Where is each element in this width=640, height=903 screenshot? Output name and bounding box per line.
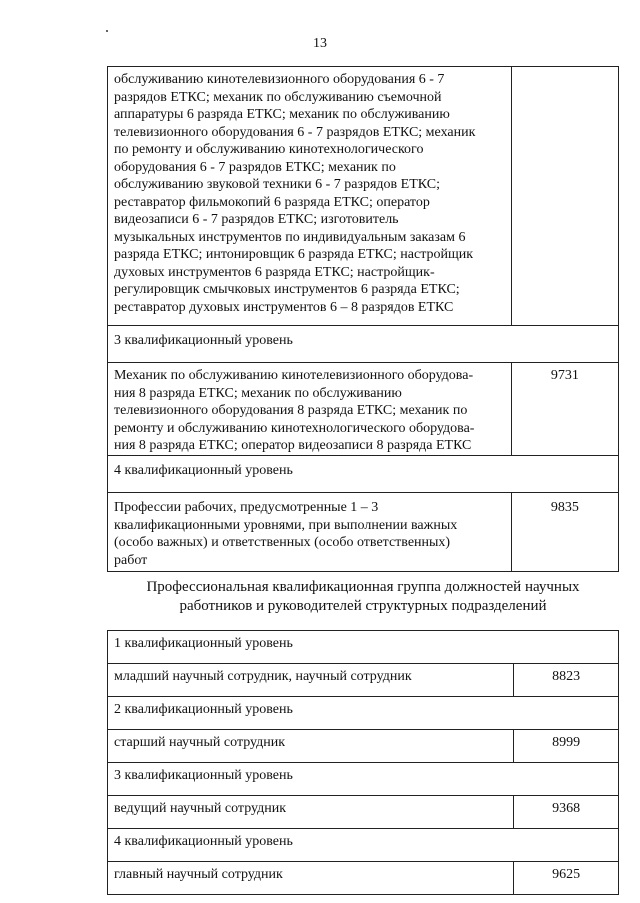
salary-value: 9835 <box>511 493 618 572</box>
positions-cell <box>108 493 512 572</box>
salary-value: 9625 <box>514 862 619 895</box>
text-line: ния 8 разряда ЕТКС; оператор видеозаписи 8 разряда ЕТКС <box>114 438 472 453</box>
text-line: (особо важных) и ответственных (особо ответственных) <box>114 535 451 550</box>
level-label: 2 квалификационный уровень <box>108 697 619 730</box>
text-line: ремонту и обслуживанию кинотехнологического оборудова- <box>114 420 475 436</box>
level-row <box>108 763 619 796</box>
text-line: работ <box>114 552 148 568</box>
position-cell: младший научный сотрудник, научный сотрудник <box>108 664 514 697</box>
text-line: духовых инструментов 6 разряда ЕТКС; настройщик- <box>114 264 435 280</box>
text-line: аппаратуры 6 разряда ЕТКС; механик по обслуживанию <box>114 107 450 122</box>
text-line: разрядов ЕТКС; механик по обслуживанию съемочной <box>114 89 442 105</box>
table-row <box>108 493 619 572</box>
text-line: телевизионного оборудования 6 - 7 разрядов ЕТКС; механик <box>114 124 476 140</box>
level-label: 4 квалификационный уровень <box>108 829 619 862</box>
text-line: реставратор фильмокопий 6 разряда ЕТКС; оператор <box>114 194 430 210</box>
level-row <box>108 697 619 730</box>
section-heading <box>107 578 619 616</box>
level-label: 3 квалификационный уровень <box>108 763 619 796</box>
position-cell: ведущий научный сотрудник <box>108 796 514 829</box>
position-cell: старший научный сотрудник <box>108 730 514 763</box>
level-row <box>108 829 619 862</box>
text-line: реставратор духовых инструментов 6 – 8 разрядов ЕТКС <box>114 299 454 315</box>
text-line: по ремонту и обслуживанию кинотехнологического <box>114 142 424 157</box>
qualification-table-1 <box>107 66 619 572</box>
text-line: музыкальных инструментов по индивидуальным заказам 6 <box>114 229 466 245</box>
table-row <box>108 67 619 326</box>
table-row <box>108 862 619 895</box>
continuation-cell <box>108 67 512 326</box>
table-row <box>108 796 619 829</box>
text-line: оборудования 6 - 7 разрядов ЕТКС; механик по <box>114 159 396 175</box>
salary-value: 8823 <box>514 664 619 697</box>
text-line: видеозаписи 6 - 7 разрядов ЕТКС; изготовитель <box>114 212 399 227</box>
level-row <box>108 631 619 664</box>
level-row <box>108 326 619 363</box>
text-line: обслуживанию кинотелевизионного оборудования 6 - 7 <box>114 72 445 87</box>
level-4-label: 4 квалификационный уровень <box>108 456 619 493</box>
level-label: 1 квалификационный уровень <box>108 631 619 664</box>
positions-cell <box>108 363 512 456</box>
text-line: Механик по обслуживанию кинотелевизионного оборудова- <box>114 368 474 383</box>
heading-line: Профессиональная квалификационная группа должностей научных <box>146 579 580 595</box>
position-cell: главный научный сотрудник <box>108 862 514 895</box>
table-row <box>108 664 619 697</box>
scan-dot <box>106 30 108 32</box>
salary-value: 9368 <box>514 796 619 829</box>
text-line: регулировщик смычковых инструментов 6 разряда ЕТКС; <box>114 282 460 297</box>
level-3-label: 3 квалификационный уровень <box>108 326 619 363</box>
level-row <box>108 456 619 493</box>
text-line: Профессии рабочих, предусмотренные 1 – 3 <box>114 500 379 515</box>
text-line: ния 8 разряда ЕТКС; механик по обслуживанию <box>114 385 402 401</box>
qualification-table-2 <box>107 630 619 895</box>
text-line: телевизионного оборудования 8 разряда ЕТКС; механик по <box>114 403 468 418</box>
text-line: разряда ЕТКС; интонировщик 6 разряда ЕТКС; настройщик <box>114 247 474 262</box>
heading-line: работников и руководителей структурных подразделений <box>179 598 547 614</box>
text-line: обслуживанию звуковой техники 6 - 7 разрядов ЕТКС; <box>114 177 440 192</box>
salary-value: 8999 <box>514 730 619 763</box>
salary-value: 9731 <box>511 363 618 456</box>
value-cell-empty <box>511 67 618 326</box>
table-row <box>108 730 619 763</box>
table-row <box>108 363 619 456</box>
page-number: 13 <box>313 36 327 51</box>
text-line: квалификационными уровнями, при выполнении важных <box>114 517 458 533</box>
